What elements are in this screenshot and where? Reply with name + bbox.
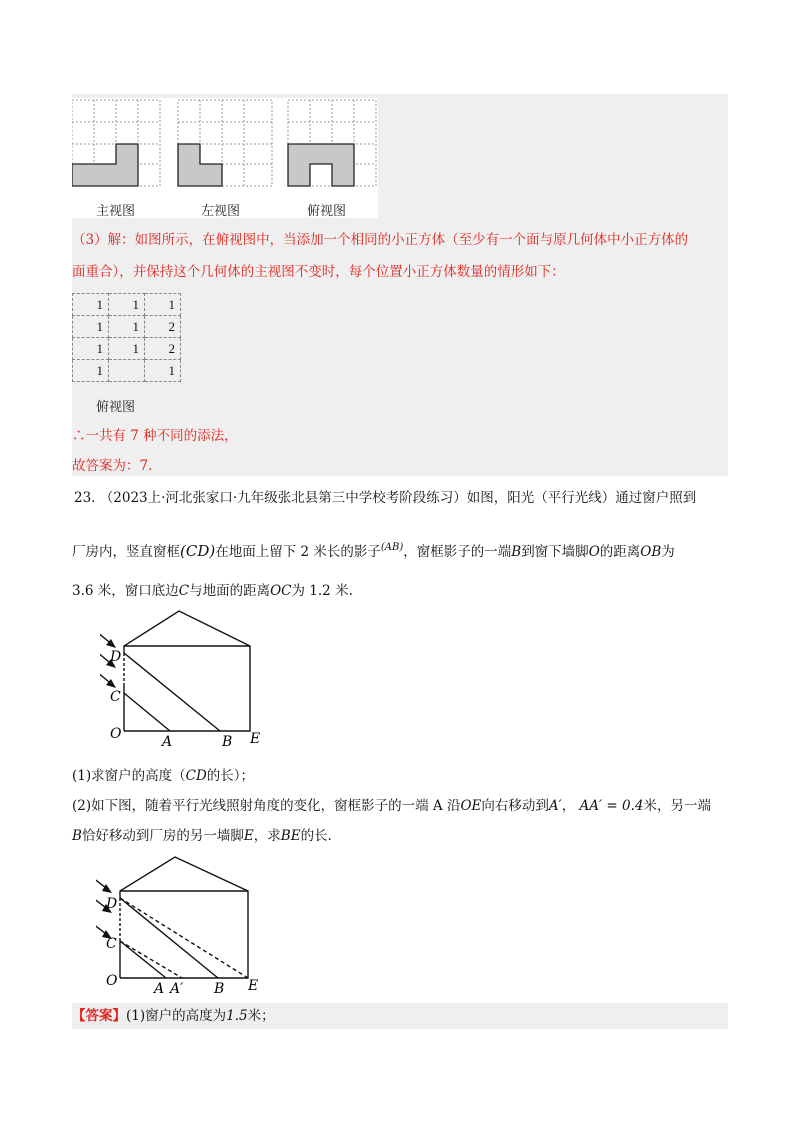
house-outline <box>120 857 248 978</box>
label-o: O <box>110 726 122 742</box>
figure-1 <box>100 608 280 753</box>
left-view-caption: 左视图 <box>201 204 241 219</box>
label-b: B <box>214 981 225 995</box>
label-a-prime: A′ <box>170 981 184 995</box>
table-cell: 1 <box>109 316 145 338</box>
table-cell: 1 <box>73 338 109 360</box>
part3-line1: （3）解：如图所示，在俯视图中，当添加一个相同的小正方体（至少有一个面与原几何体中小正方体的 <box>72 232 689 248</box>
q23-line3: 3.6 米，窗口底边C与地面的距离OC为 1.2 米. <box>72 583 353 599</box>
sub-question-1: (1)求窗户的高度（CD的长）； <box>72 768 255 784</box>
table-row <box>73 360 181 382</box>
table-cell: 1 <box>109 338 145 360</box>
table-cell: 1 <box>145 360 181 382</box>
table-cell: 1 <box>73 316 109 338</box>
label-o: O <box>106 973 118 989</box>
main-view-shape <box>72 144 138 186</box>
table-cell: 2 <box>145 316 181 338</box>
label-a: A <box>162 734 173 750</box>
top-view-shape <box>288 144 354 186</box>
light-ray-ca2 <box>120 941 182 978</box>
top-view-caption: 俯视图 <box>307 204 347 219</box>
label-c: C <box>110 689 121 705</box>
label-b: B <box>222 734 233 750</box>
label-e: E <box>250 731 261 747</box>
label-d: D <box>110 649 122 665</box>
table-cell: 1 <box>145 294 181 316</box>
part3-conclusion: ∴一共有 7 种不同的添法， <box>72 428 238 444</box>
light-ray-ca <box>120 941 166 978</box>
table-caption: 俯视图 <box>96 400 136 415</box>
table-cell: 1 <box>109 294 145 316</box>
label-a: A <box>154 981 165 995</box>
label-d: D <box>106 896 118 912</box>
part3-final: 故答案为：7. <box>72 458 153 474</box>
label-c: C <box>106 936 117 952</box>
table-cell: 1 <box>73 294 109 316</box>
table-row <box>73 316 181 338</box>
table-row <box>73 294 181 316</box>
part3-line2: 面重合），并保持这个几何体的主视图不变时，每个位置小正方体数量的情形如下： <box>72 264 565 280</box>
figure-2 <box>96 853 276 995</box>
q23-line1: 23. （2023上·河北张家口·九年级张北县第三中学校考阶段练习）如图，阳光（平行光线）通过窗户照到 <box>74 490 697 506</box>
sub-question-2-line1: (2)如下图，随着平行光线照射角度的变化，窗框影子的一端 A 沿OE向右移动到A′， AA′ = 0.4米，另一端 <box>72 798 711 814</box>
table-cell: 1 <box>73 360 109 382</box>
house-outline <box>124 611 250 731</box>
light-ray-db <box>124 653 220 731</box>
q23-line2: 厂房内，竖直窗框(CD)在地面上留下 2 米长的影子$^{(AB)}$，窗框影子的一端B到窗下墙脚O的距离OB为 <box>72 542 675 560</box>
answer-tag: 【答案】 <box>72 1008 126 1024</box>
light-ray-de <box>120 898 248 978</box>
table-cell: 2 <box>145 338 181 360</box>
table-cell <box>109 360 145 382</box>
top-view-count-table <box>72 293 181 382</box>
left-view-shape <box>178 144 222 186</box>
main-view-caption: 主视图 <box>96 204 136 219</box>
label-e: E <box>248 978 259 994</box>
light-ray-db <box>120 898 218 978</box>
sub-question-2-line2: B恰好移动到厂房的另一墙脚E，求BE的长. <box>72 828 332 844</box>
answer-line: 【答案】(1)窗户的高度为1.5米； <box>72 1008 275 1024</box>
table-row <box>73 338 181 360</box>
light-ray-ca <box>124 693 170 731</box>
